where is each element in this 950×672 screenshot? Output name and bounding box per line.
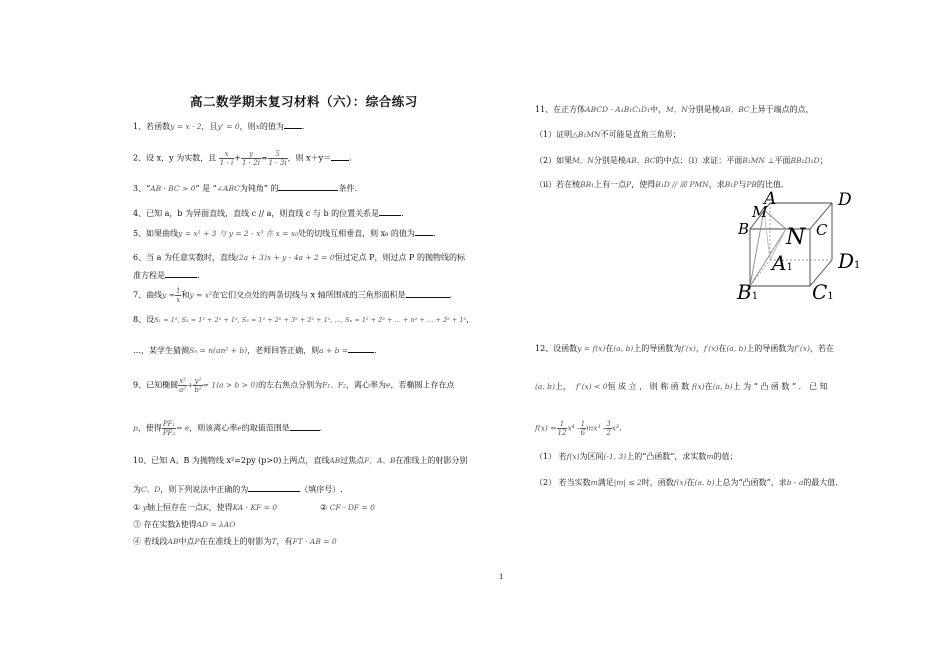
question-11-part-3: （ⅱ）若在棱BB₁上有一点P，使得B₁D // 面 PMN，求B₁P与PB的比值. — [535, 180, 784, 189]
question-8-line-2: …，某学生猜测Sₙ = n(an² + b)，老师回答正确，则a + b = . — [133, 346, 377, 355]
question-10-option-1: ① y轴上恒存在一点K，使得KA · KF = 0 — [133, 503, 278, 512]
answer-blank[interactable] — [248, 483, 300, 492]
cube-label-a1: A1 — [772, 251, 793, 275]
answer-blank[interactable] — [284, 120, 302, 129]
question-11: 11、在正方体ABCD - A₁B₁C₁D₁中，M，N分别是棱AB，BC上异于端点的点， — [535, 105, 814, 114]
question-2: 2、设 x，y 为实数，且 $\frac{x}{1 - i}$ + $\frac{y}{1 - 2i}$ = $\frac{5}{1 - 3i}$ ，则 x＋y＝ . — [133, 150, 352, 167]
question-10: 10、已知 A、B 为抛物线 x²=2py (p>0)上两点，直线AB过焦点F，A、B在准线上的射影分别 — [133, 456, 468, 465]
question-6: 6、当 a 为任意实数时，直线(2a + 3)x + y - 4a + 2 = 0恒过定点 P，则过点 P 的抛物线的标 — [133, 253, 465, 262]
answer-blank[interactable] — [165, 269, 197, 278]
page-number: 1 — [499, 573, 504, 581]
answer-blank[interactable] — [379, 207, 401, 216]
document-title: 高二数学期末复习材料（六）：综合练习 — [190, 94, 418, 109]
cube-label-d: D — [838, 190, 852, 210]
question-1: 1、若函数y = x · 2，且y' = 0，则x的值为 . — [133, 122, 305, 131]
question-9-line-2: p，使得 $\frac{\text{PF₁}}{\text{PF₂}}$ = e，则该离心率e的取值范围是 . — [133, 420, 323, 437]
question-12-part-2: （2） 若当实数m满足|m| ≤ 2时，函数f(x)在(a, b)上总为“凸函数”，求b - a的最大值. — [535, 478, 838, 487]
question-10-option-3: ③ 存在实数λ使得AD = λAO — [133, 520, 236, 529]
question-3: 3、“AB · BC > 0” 是 “∠ABC为钝角” 的 条件. — [133, 184, 358, 193]
question-11-part-1: （1）证明△B₁MN不可能是直角三角形； — [535, 130, 681, 139]
cube-label-n: N — [786, 225, 806, 250]
question-6-line-2: 准方程是 . — [133, 271, 200, 280]
question-12-line-2: (a, b)上， f″(x) < 0恒 成 立 ， 则 称 函 数 f(x)在(a, b)上 为 “ 凸 函 数 ” ． 已 知 — [535, 382, 828, 391]
cube-label-b1: B1 — [737, 280, 759, 304]
cube-label-b: B — [738, 220, 750, 238]
question-10-line-2: 为C、D，则下列说法中正确的为 （填序号）. — [133, 485, 343, 494]
question-8: 8、设S₁ = 1², S₂ = 1² + 2² + 1², S₃ = 1² + 2² + 3² + 2² + 1², …, Sₙ = 1² + 2² + … + n² + … + 2² + 1²， — [133, 315, 475, 324]
cube-label-d1: D1 — [838, 249, 861, 273]
answer-blank[interactable] — [415, 227, 433, 236]
cube-label-c1: C1 — [812, 280, 834, 304]
question-12-function: f(x) = $\frac{1}{12}$ x⁴ - $\frac{1}{6}$ mx³ - $\frac{3}{2}$ x²． — [535, 420, 628, 437]
cube-label-a: A — [764, 189, 777, 209]
answer-blank[interactable] — [406, 289, 450, 298]
question-11-part-2: （2）如果M，N分别是棱AB，BC的中点：（ⅰ）求证：平面B₁MN ⊥平面BB₁D₁D； — [535, 156, 828, 165]
question-5: 5、如果曲线y = x² + 3 与 y = 2 - x³ 在 x = x₀处的切线互相垂直，则 x₀ 的值为 . — [133, 229, 436, 238]
answer-blank[interactable] — [331, 152, 349, 161]
question-9: 9、已知椭圆 $\frac{\text{x²}}{\text{a²}}$ + $\frac{\text{y²}}{\text{b²}}$ = 1(a > b > 0)的左右焦点分别为F₁、F₂，离心率为e，若椭圆上存在点 — [133, 377, 455, 394]
answer-blank[interactable] — [348, 344, 374, 353]
answer-blank[interactable] — [290, 422, 320, 431]
cube-label-c: C — [816, 221, 828, 239]
question-4: 4、已知 a，b 为异面直线，直线 c // a，则直线 c 与 b 的位置关系是 . — [133, 209, 404, 218]
question-12: 12、设函数y = f(x)在(a, b)上的导函数为f′(x)，f′(x)在(a, b)上的导函数为f″(x)，若在 — [535, 344, 834, 353]
question-12-part-1: （1） 若f(x)为区间(-1, 3)上的“凸函数”，求实数m的值； — [535, 452, 738, 461]
question-7: 7、曲线y = $\frac{1}{x}$ 和y = x²在它们交点处的两条切线与 x 轴所围成的三角形面积是 . — [133, 287, 453, 304]
question-10-option-2: ② CF · DF = 0 — [320, 503, 375, 512]
cube-label-m: M — [752, 203, 768, 221]
question-10-option-4: ④ 若线段AB中点P在在准线上的射影为T，有FT · AB = 0 — [133, 537, 337, 546]
answer-blank[interactable] — [278, 182, 338, 191]
